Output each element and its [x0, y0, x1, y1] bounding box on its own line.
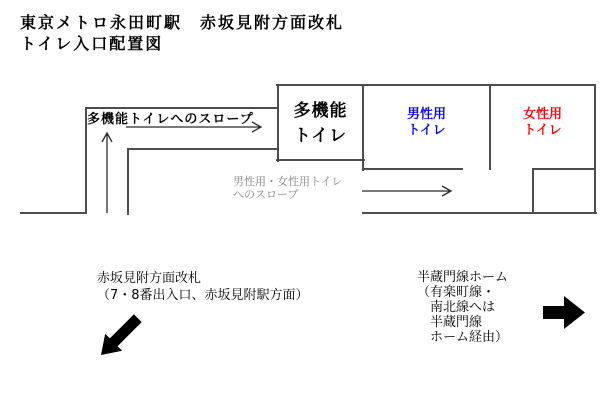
platform-annotation-line4: 半蔵門線 — [417, 315, 483, 330]
multifunction-toilet-label-line2: トイレ — [293, 126, 348, 146]
mens-toilet-label-line1: 男性用 — [406, 107, 446, 122]
mens-toilet-label — [363, 107, 490, 139]
platform-annotation-line5: ホーム経由） — [417, 330, 509, 345]
page-title-line2: トイレ入口配置図 — [20, 34, 164, 53]
womens-toilet-label — [490, 107, 595, 139]
platform-annotation-line3: 南北線へは — [417, 300, 496, 315]
platform-annotation-line1: 半蔵門線ホーム — [417, 270, 509, 285]
gate-annotation-line2: （7・8番出入口、赤坂見附駅方面） — [97, 288, 309, 303]
gate-annotation — [97, 270, 309, 304]
exit-gate-arrow-icon — [101, 314, 142, 355]
slope-up-arrow-icon — [102, 133, 112, 213]
multifunction-toilet-label — [278, 99, 363, 149]
mens-womens-slope-label-line1: 男性用・女性用トイレ — [233, 175, 343, 188]
platform-annotation-line2: （有楽町線・ — [417, 285, 496, 300]
gate-annotation-line1: 赤坂見附方面改札 — [97, 271, 202, 286]
platform-arrow-icon — [543, 296, 585, 329]
mens-womens-slope-arrow-icon — [362, 186, 451, 196]
mens-womens-slope-label-line2: へのスロープ — [233, 188, 299, 201]
platform-annotation — [417, 270, 508, 345]
womens-toilet-label-line2: トイレ — [523, 123, 562, 138]
mens-toilet-label-line2: トイレ — [407, 123, 446, 138]
multifunction-toilet-label-line1: 多機能 — [293, 101, 348, 121]
multifunction-slope-label: 多機能トイレへのスロープ — [87, 112, 254, 127]
mens-womens-slope-label — [233, 175, 342, 201]
page-title-line1: 東京メトロ永田町駅 赤坂見附方面改札 — [20, 13, 345, 32]
womens-toilet-label-line1: 女性用 — [522, 107, 562, 122]
direction-arrows — [101, 296, 585, 355]
